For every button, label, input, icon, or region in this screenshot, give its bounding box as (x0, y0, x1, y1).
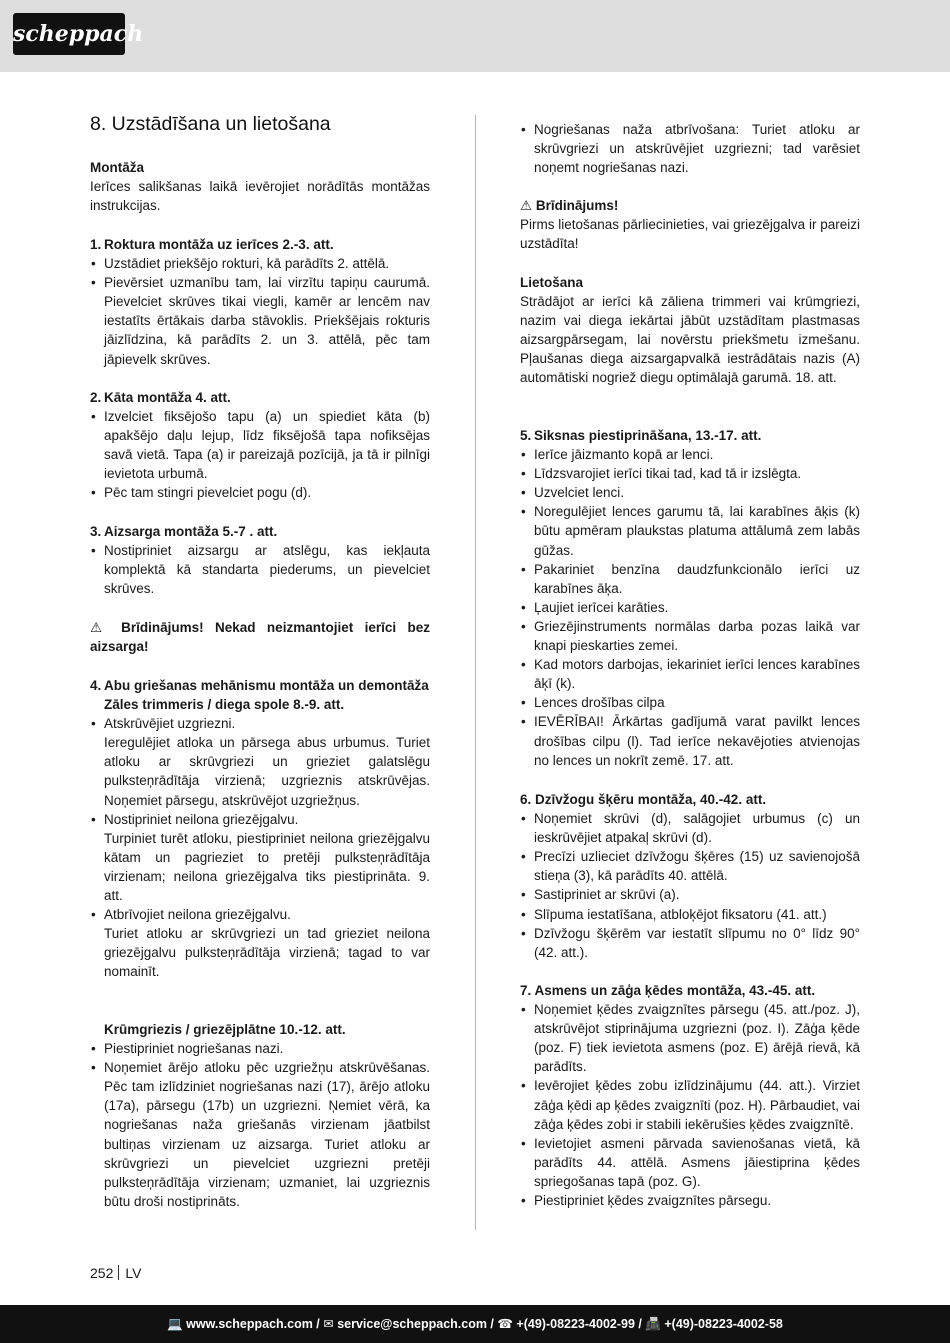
right-top-block (520, 120, 860, 177)
list-item: • Slīpuma iestatīšana, atbloķējot fiksatoru (41. att.) (520, 905, 860, 924)
list-item: • Pakariniet benzīna daudzfunkcionālo ierīci uz karabīnes āķa. (520, 560, 860, 598)
list-item-continuation: Ieregulējiet atloka un pārsega abus urbumus. Turiet atloku ar skrūvgriezi un grieziet galatslēgu pulksteņrādītāja virzienā; uzgrieznis atskrūvējas. Noņemiet pārsegu, atskrūvējot uzgriežņus. (104, 735, 430, 808)
section-2-list (90, 407, 430, 502)
lietosana-heading: Lietošana (520, 275, 584, 290)
list-item: • Uzstādiet priekšējo rokturi, kā parādīts 2. attēlā. (90, 254, 430, 273)
list-item-text: Nostipriniet neilona griezējgalvu. (104, 811, 299, 827)
list-item: • Pēc tam stingri pievelciet pogu (d). (90, 483, 430, 502)
warning-2-title: Brīdinājums! (535, 198, 619, 213)
brand-logo: scheppach (13, 13, 125, 55)
section-5-list (520, 445, 860, 770)
list-item: • Kad motors darbojas, iekariniet ierīci lences karabīnes āķī (k). (520, 655, 860, 693)
list-item-text: Atbrīvojiet neilona griezējgalvu. (104, 907, 291, 923)
list-item-text: Atskrūvējiet uzgriezni. (104, 716, 236, 732)
montaza-text: Ierīces salikšanas laikā ievērojiet norādītās montāžas instrukcijas. (90, 179, 430, 214)
list-item (90, 905, 430, 981)
list-item: • Noņemiet ķēdes zvaigznītes pārsegu (45. att./poz. J), atskrūvējot stiprinājuma uzgriezni (poz. I). Zāģa ķēde (poz. F) tiek ievietota asmens (poz. E) ārējā rievā, kā parādīts. (520, 1000, 860, 1076)
section-2-title: Kāta montāža 4. att. (104, 390, 231, 405)
warning-2-text: Pirms lietošanas pārliecinieties, vai griezējgalva ir pareizi uzstādīta! (520, 217, 860, 252)
list-item: • Noņemiet skrūvi (d), salāgojiet urbumus (c) un ieskrūvējiet atpakaļ skrūvi (d). (520, 809, 860, 847)
list-item: • Ļaujiet ierīcei karāties. (520, 598, 860, 617)
warning-icon: ⚠ (90, 620, 110, 635)
section-5-heading (520, 426, 860, 445)
montaza-block (90, 158, 430, 215)
section-5-number: 5. (520, 428, 532, 443)
section-7-heading: 7. Asmens un zāģa ķēdes montāža, 43.-45. att. (520, 983, 816, 998)
contact-bar (0, 1305, 950, 1343)
montaza-heading: Montāža (90, 160, 144, 175)
page-number: 252 (90, 1265, 114, 1281)
warning-1-text: Brīdinājums! Nekad neizmantojiet ierīci bez aizsarga! (90, 620, 430, 655)
section-1-title: Roktura montāža uz ierīces 2.-3. att. (104, 237, 334, 252)
list-item: • Ievietojiet asmeni pārvada savienošanas vietā, kā parādīts 44. attēlā. Asmens jāiestiprina ķēdes spriegošanas tapā (poz. G). (520, 1134, 860, 1191)
list-item: • Pievērsiet uzmanību tam, lai virzītu tapiņu caurumā. Pievelciet skrūves tikai viegli, kamēr ar lencēm nav iestatīts ērtākais darba stāvoklis. Priekšējais rokturis jāizlīdzina, kā parādīts 2. un 3. attēlā, pēc tam jāpievelk skrūves. (90, 273, 430, 368)
warning-icon: ⚠ (520, 198, 533, 213)
list-item: • Sastipriniet ar skrūvi (a). (520, 885, 860, 904)
list-item: • Precīzi uzlieciet dzīvžogu šķēres (15) uz savienojošā stieņa (3), kā parādīts 40. attēlā. (520, 847, 860, 885)
section-4-subheading: Zāles trimmeris / diega spole 8.-9. att. (104, 697, 345, 713)
section-1 (90, 235, 430, 369)
list-item: • Uzvelciet lenci. (520, 483, 860, 502)
header-band (0, 0, 950, 72)
warning-1 (90, 618, 430, 656)
section-4-heading (90, 676, 430, 695)
section-5-title: Siksnas piestiprināšana, 13.-17. att. (534, 428, 762, 443)
section-2 (90, 388, 430, 503)
section-6 (520, 790, 860, 962)
footer-separator (118, 1265, 119, 1280)
contact-info: 💻 www.scheppach.com / ✉ service@scheppach.com / ☎ +(49)-08223-4002-99 / 📠 +(49)-08223-4002-58 (167, 1317, 783, 1331)
section-2-number: 2. (90, 390, 102, 405)
section-7-list (520, 1000, 860, 1210)
section-4-list (90, 714, 430, 981)
section-3-title: Aizsarga montāža 5.-7 . att. (104, 524, 278, 539)
section-1-list (90, 254, 430, 369)
list-item: • Lences drošības cilpa (520, 693, 860, 712)
lietosana-text: Strādājot ar ierīci kā zāliena trimmeri vai krūmgriezi, nazim vai diega iekārtai jābūt uzstādītam plastmasas aizsargpārsegam, lai novērstu priekšmetu izmešanu. Pļaušanas diega aizsargapvalkā iestrādātais nazis (A) automātiski nogriež diegu optimālajā garumā. 18. att. (520, 294, 860, 386)
warning-2 (520, 196, 860, 253)
list-item: • Ierīce jāizmanto kopā ar lenci. (520, 445, 860, 464)
section-2-heading (90, 388, 430, 407)
section-4-number: 4. (90, 678, 102, 693)
section-6-list (520, 809, 860, 962)
list-item-continuation: Turpiniet turēt atloku, piestipriniet neilona griezējgalvu kātam un pagrieziet to pretēji pulksteņrādītāja virzienam; neilona griezējgalva tiks piestiprināta. 9. att. (104, 830, 430, 904)
section-5 (520, 426, 860, 770)
right-top-list (520, 120, 860, 177)
list-item (90, 714, 430, 809)
section-4 (90, 676, 430, 982)
list-item (90, 810, 430, 905)
section-4-title: Abu griešanas mehānismu montāža un demontāža (104, 678, 429, 693)
list-item: • Piestipriniet ķēdes zvaigznītes pārsegu. (520, 1191, 860, 1210)
section-1-number: 1. (90, 237, 102, 252)
column-divider (475, 115, 476, 1230)
language-code: LV (125, 1265, 142, 1281)
list-item: • Nostipriniet aizsargu ar atslēgu, kas iekļauta komplektā kā standarta piederums, un pievelciet skrūves. (90, 541, 430, 598)
list-item: • Noregulējiet lences garumu tā, lai karabīnes āķis (k) būtu apmēram plaukstas platuma attālumā zem labās gūžas. (520, 502, 860, 559)
section-4-part-2 (90, 1020, 430, 1211)
list-item: • Līdzsvarojiet ierīci tikai tad, kad tā ir izslēgta. (520, 464, 860, 483)
section-title: 8. Uzstādīšana un lietošana (90, 113, 331, 135)
section-4-subheading-2: Krūmgriezis / griezējplātne 10.-12. att. (104, 1022, 346, 1037)
list-item: • Nogriešanas naža atbrīvošana: Turiet atloku ar skrūvgriezi un atskrūvējiet uzgriezni; tad varēsiet noņemt nogriešanas nazi. (520, 120, 860, 177)
section-3-list (90, 541, 430, 598)
page-footer (90, 1265, 141, 1281)
list-item: • Noņemiet ārējo atloku pēc uzgriežņu atskrūvēšanas. Pēc tam izlīdziniet nogriešanas nazi (17), ārējo atloku (17a), pārsegu (17b) un uzgriezni. Ņemiet vērā, ka nogriešanas naža griešanās virzienam jāatbilst bultiņas virzienam uz aizsarga. Turiet atloku ar skrūvgriezi un pievelciet uzgriezni pretēji pulksteņrādītāja virzienam; uzmaniet, lai uzgrieznis būtu droši nostiprināts. (90, 1058, 430, 1211)
section-3-heading (90, 522, 430, 541)
list-item-continuation: Turiet atloku ar skrūvgriezi un tad grieziet neilona griezējgalvu pulksteņrādītāja virzienā; tagad to var nomainīt. (104, 926, 430, 980)
section-4-list-2 (90, 1039, 430, 1211)
list-item: • Izvelciet fiksējošo tapu (a) un spiediet kāta (b) apakšējo daļu lejup, līdz fiksējošā tapa nofiksējas savā vietā. Tapa (a) ir pareizajā pozīcijā, ja tā ir pilnīgi ievietota urbumā. (90, 407, 430, 483)
lietosana-block (520, 273, 860, 388)
list-item: • Ievērojiet ķēdes zobu izlīdzinājumu (44. att.). Virziet zāģa ķēdi ap ķēdes zvaigznīti (poz. H). Pārbaudiet, vai zāģa ķēdes zobi ir stabili iekērušies ķēdes zvaigznītē. (520, 1076, 860, 1133)
list-item: • Piestipriniet nogriešanas nazi. (90, 1039, 430, 1058)
list-item: • Griezējinstruments normālas darba pozas laikā var knapi pieskarties zemei. (520, 617, 860, 655)
section-3-number: 3. (90, 524, 102, 539)
list-item: • IEVĒRĪBAI! Ārkārtas gadījumā varat pavilkt lences drošības cilpu (l). Tad ierīce nekavējoties atvienojas no lences un nokrīt zemē. 17. att. (520, 712, 860, 769)
section-6-heading: 6. Dzīvžogu šķēru montāža, 40.-42. att. (520, 792, 767, 807)
section-3 (90, 522, 430, 598)
section-1-heading (90, 235, 430, 254)
list-item: • Dzīvžogu šķērēm var iestatīt slīpumu no 0° līdz 90° (42. att.). (520, 924, 860, 962)
warning-2-heading (520, 196, 860, 215)
section-7 (520, 981, 860, 1210)
